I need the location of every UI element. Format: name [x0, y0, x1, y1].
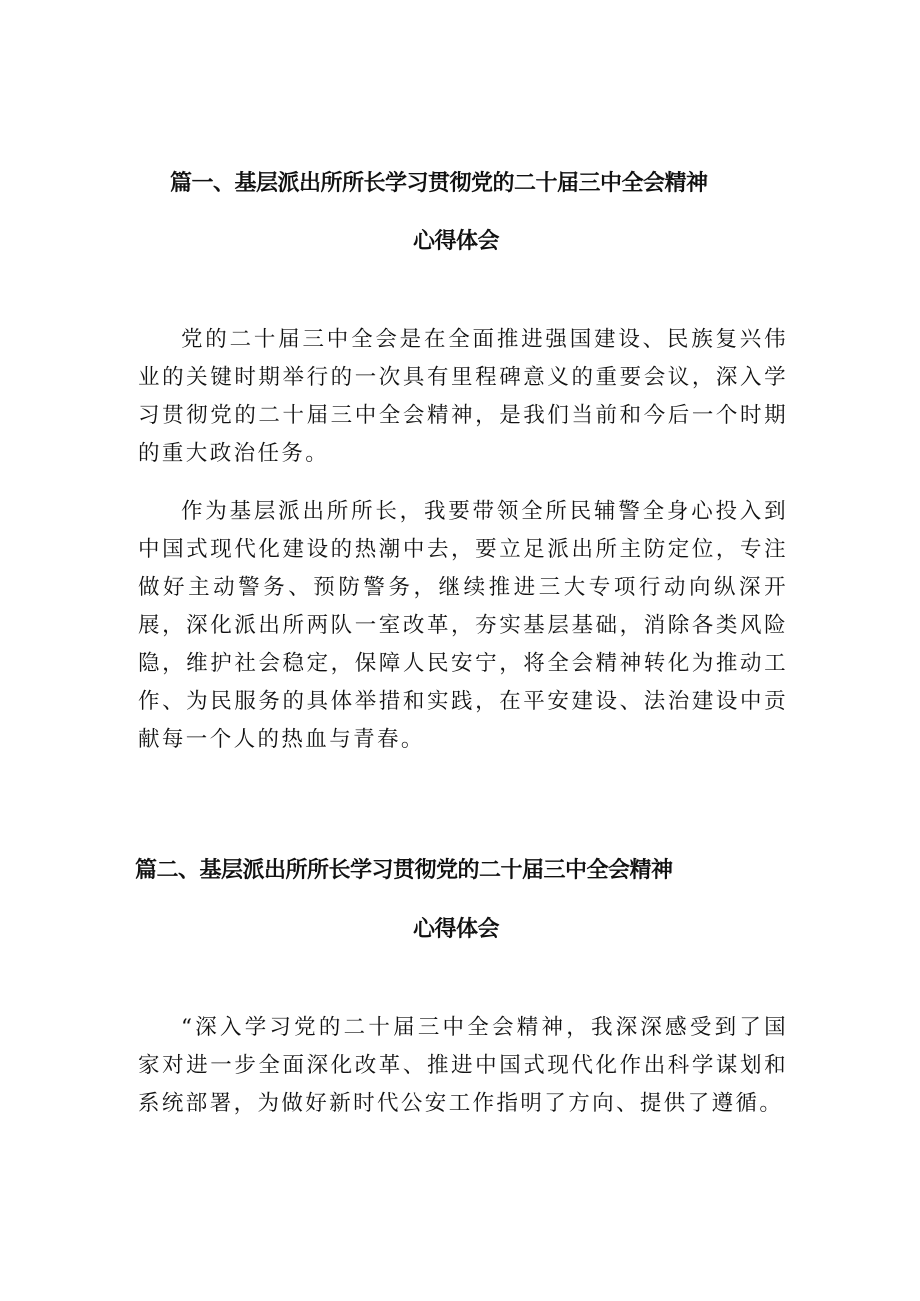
section1-title-line2: 心得体会	[413, 229, 500, 254]
section1-title-line1: 篇一、基层派出所所长学习贯彻党的二十届三中全会精神	[170, 171, 708, 196]
section2-paragraph-1: “深入学习党的二十届三中全会精神，我深深感受到了国家对进一步全面深化改革、推进中国式现代化作出科学谋划和系统部署，为做好新时代公安工作指明了方向、提供了遵循。	[138, 1015, 788, 1116]
section2-title-line1: 篇二、基层派出所所长学习贯彻党的二十届三中全会精神	[135, 858, 673, 883]
section2-title-line2: 心得体会	[413, 917, 500, 942]
section1-paragraph-2: 作为基层派出所所长，我要带领全所民辅警全身心投入到中国式现代化建设的热潮中去，要立足派出所主防定位，专注做好主动警务、预防警务，继续推进三大专项行动向纵深开展，深化派出所两队一室改革，夯实基层基础，消除各类风险隐，维护社会稳定，保障人民安宁，将全会精神转化为推动工作、为民服务的具体举措和实践，在平安建设、法治建设中贡献每一个人的热血与青春。	[138, 499, 788, 752]
section1-paragraph-1: 党的二十届三中全会是在全面推进强国建设、民族复兴伟业的关键时期举行的一次具有里程碑意义的重要会议，深入学习贯彻党的二十届三中全会精神，是我们当前和今后一个时期的重大政治任务。	[138, 327, 788, 466]
